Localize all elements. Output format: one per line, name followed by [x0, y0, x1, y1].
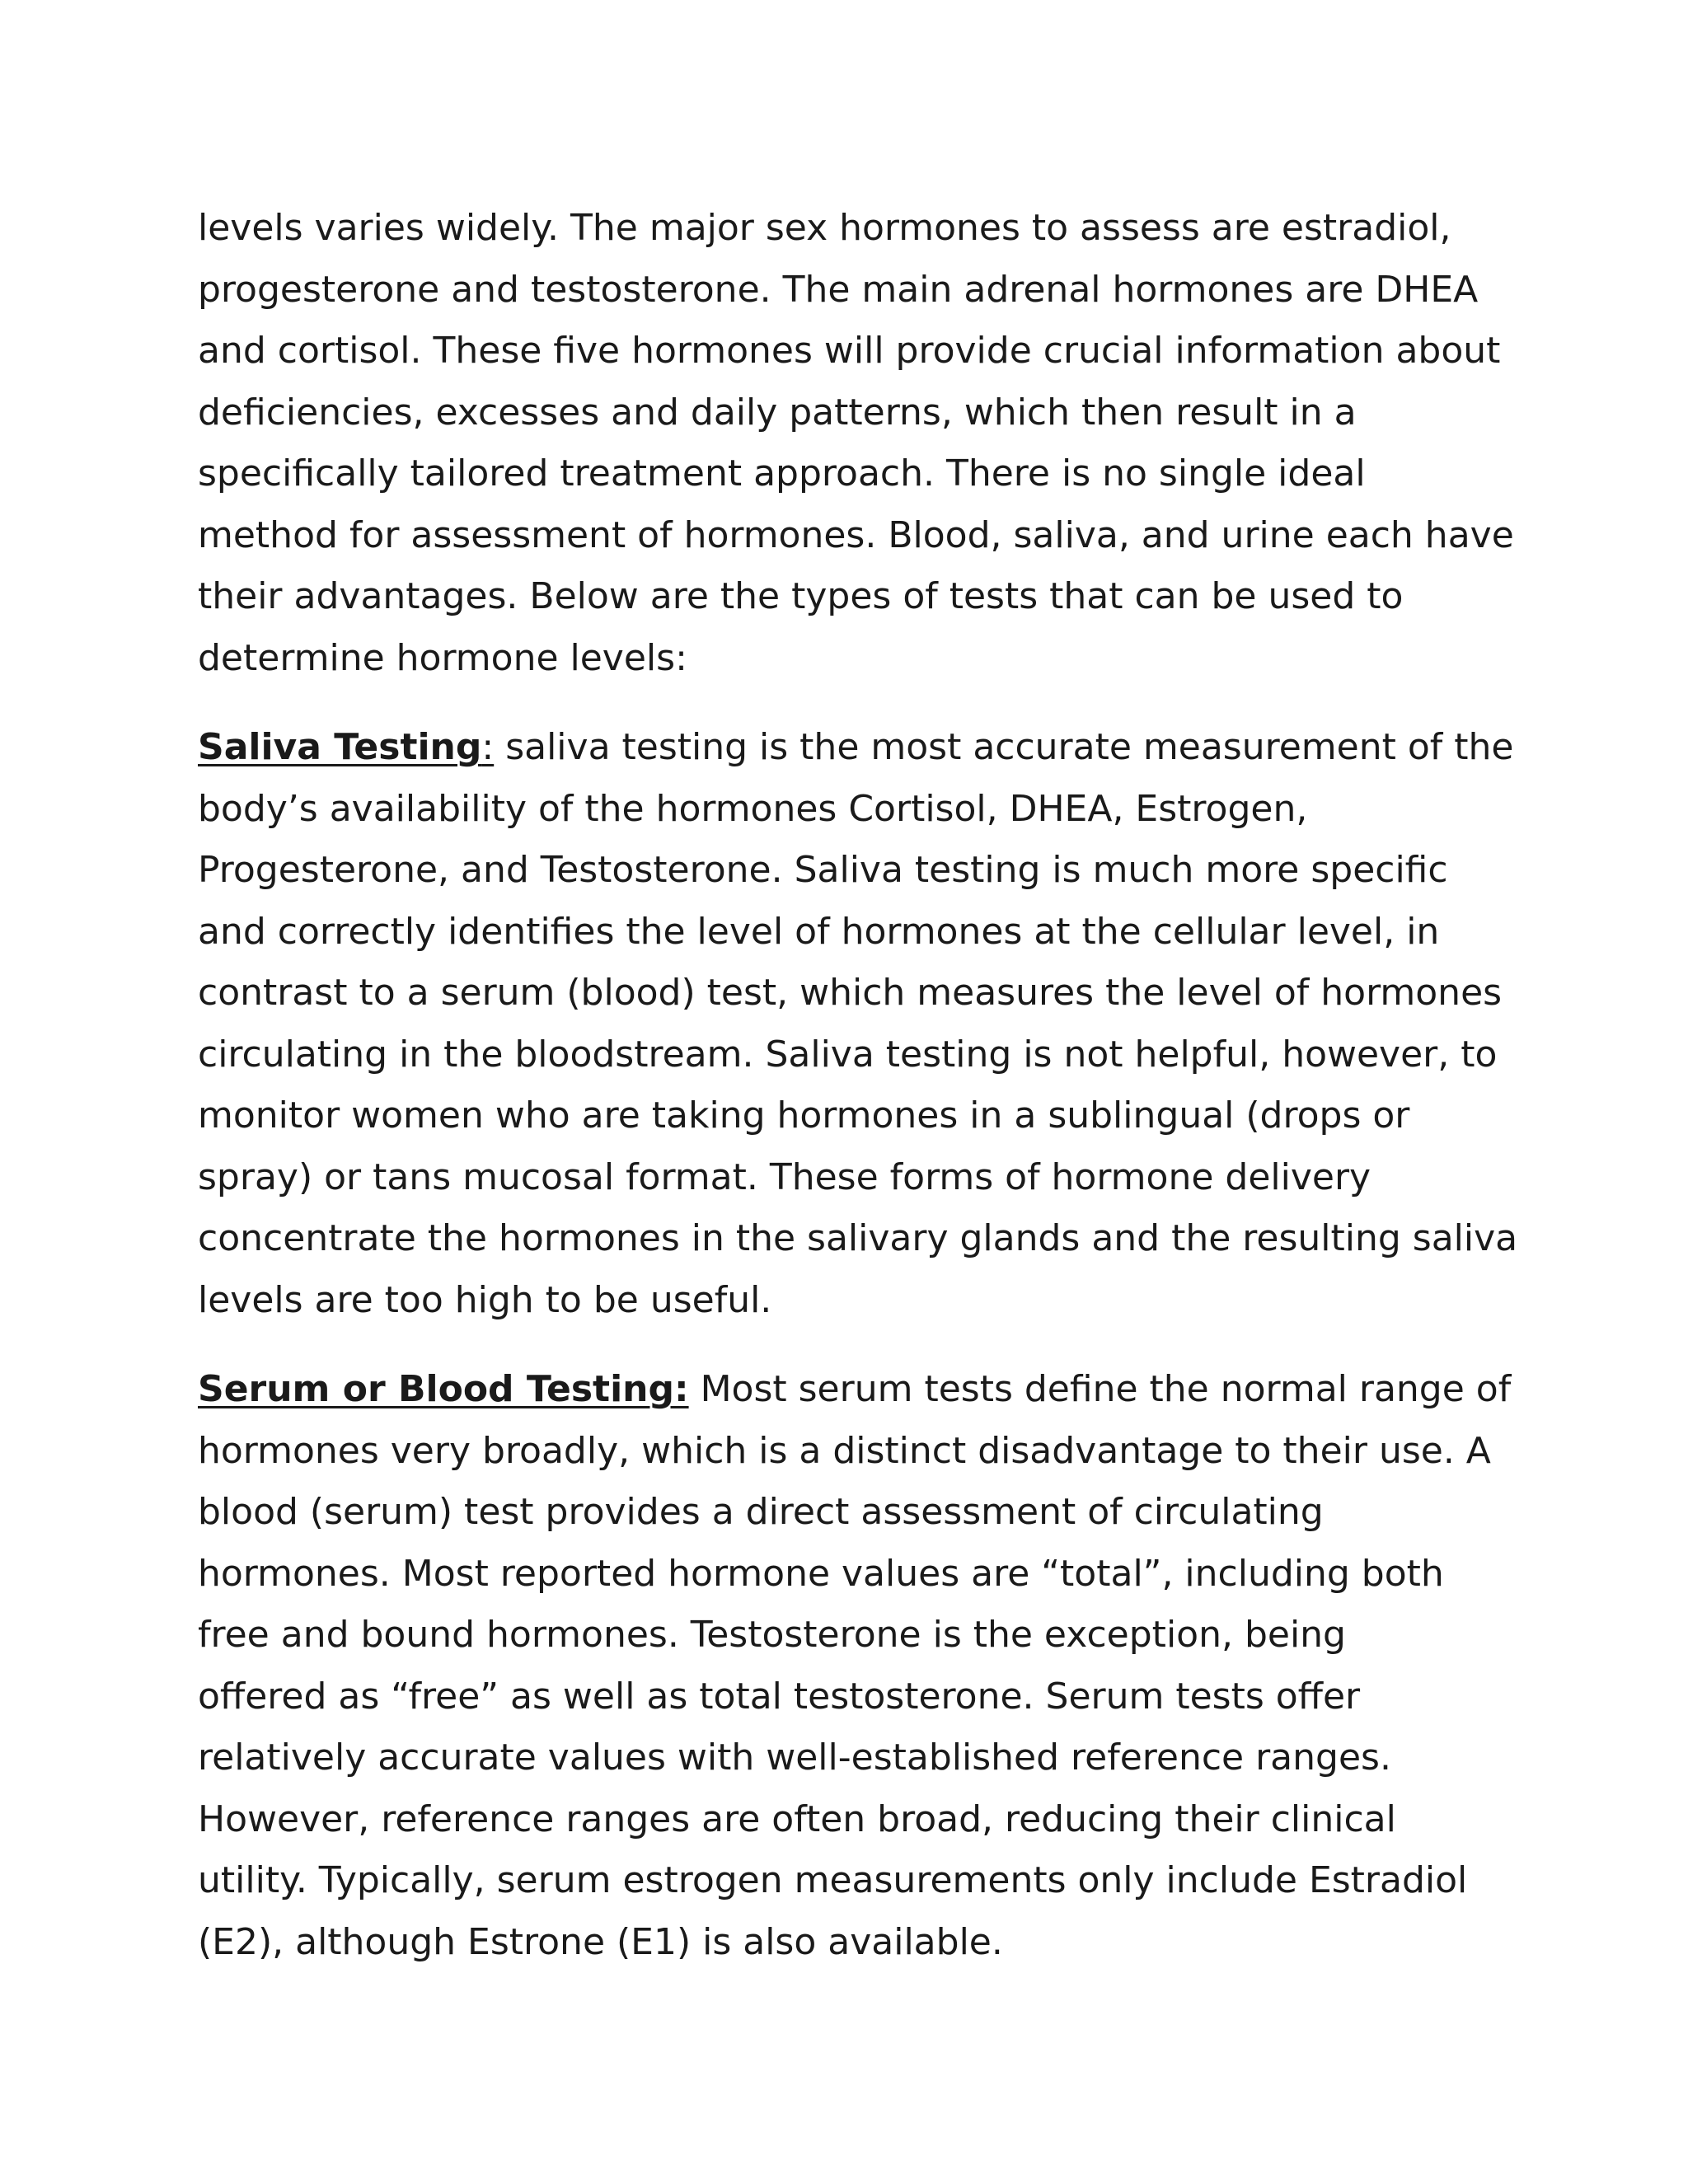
- paragraph-line: utility. Typically, serum estrogen measurements only include Estradiol: [198, 1859, 1468, 1901]
- heading-colon: :: [481, 726, 495, 768]
- paragraph-line: However, reference ranges are often broad, reducing their clinical: [198, 1797, 1396, 1840]
- paragraph-line: Progesterone, and Testosterone. Saliva testing is much more specific: [198, 849, 1448, 891]
- paragraph-line: concentrate the hormones in the salivary glands and the resulting saliva: [198, 1217, 1518, 1259]
- paragraph-line: determine hormone levels:: [198, 636, 687, 679]
- paragraph-line: [198, 717, 1514, 779]
- intro-paragraph: [198, 198, 1514, 689]
- saliva-testing-paragraph: [198, 717, 1518, 1331]
- paragraph-line: body’s availability of the hormones Cortisol, DHEA, Estrogen,: [198, 787, 1308, 830]
- paragraph-line: levels are too high to be useful.: [198, 1278, 772, 1321]
- paragraph-line: hormones. Most reported hormone values are “total”, including both: [198, 1552, 1444, 1595]
- paragraph-line: hormones very broadly, which is a distinct disadvantage to their use. A: [198, 1429, 1491, 1472]
- paragraph-spacer: [198, 1331, 1508, 1359]
- serum-testing-heading: Serum or Blood Testing:: [198, 1368, 689, 1410]
- paragraph-line: method for assessment of hormones. Blood, saliva, and urine each have: [198, 513, 1514, 556]
- body-text: [198, 198, 1518, 1973]
- paragraph-line: [198, 1359, 1512, 1421]
- paragraph-line: contrast to a serum (blood) test, which measures the level of hormones: [198, 972, 1503, 1014]
- paragraph-spacer: [198, 689, 1508, 717]
- paragraph-line: spray) or tans mucosal format. These forms of hormone delivery: [198, 1155, 1372, 1198]
- paragraph-line: and cortisol. These five hormones will provide crucial information about: [198, 330, 1501, 372]
- paragraph-line: offered as “free” as well as total testosterone. Serum tests offer: [198, 1675, 1361, 1718]
- paragraph-line: deficiencies, excesses and daily patterns, which then result in a: [198, 391, 1357, 434]
- paragraph-line: relatively accurate values with well-established reference ranges.: [198, 1736, 1391, 1779]
- paragraph-line: levels varies widely. The major sex hormones to assess are estradiol,: [198, 207, 1451, 249]
- serum-testing-paragraph: [198, 1359, 1512, 1973]
- paragraph-line: blood (serum) test provides a direct assessment of circulating: [198, 1491, 1324, 1533]
- paragraph-line: circulating in the bloodstream. Saliva testing is not helpful, however, to: [198, 1033, 1498, 1076]
- paragraph-line: specifically tailored treatment approach. There is no single ideal: [198, 452, 1366, 494]
- paragraph-line: and correctly identifies the level of hormones at the cellular level, in: [198, 910, 1440, 953]
- paragraph-line: (E2), although Estrone (E1) is also available.: [198, 1920, 1003, 1963]
- paragraph-text: Most serum tests define the normal range of: [688, 1368, 1512, 1410]
- paragraph-line: free and bound hormones. Testosterone is the exception, being: [198, 1614, 1346, 1656]
- paragraph-line: progesterone and testosterone. The main adrenal hormones are DHEA: [198, 268, 1479, 311]
- paragraph-line: their advantages. Below are the types of tests that can be used to: [198, 575, 1404, 617]
- paragraph-text: saliva testing is the most accurate measurement of the: [494, 726, 1514, 768]
- paragraph-line: monitor women who are taking hormones in a sublingual (drops or: [198, 1094, 1410, 1137]
- saliva-testing-heading: Saliva Testing: [198, 726, 482, 768]
